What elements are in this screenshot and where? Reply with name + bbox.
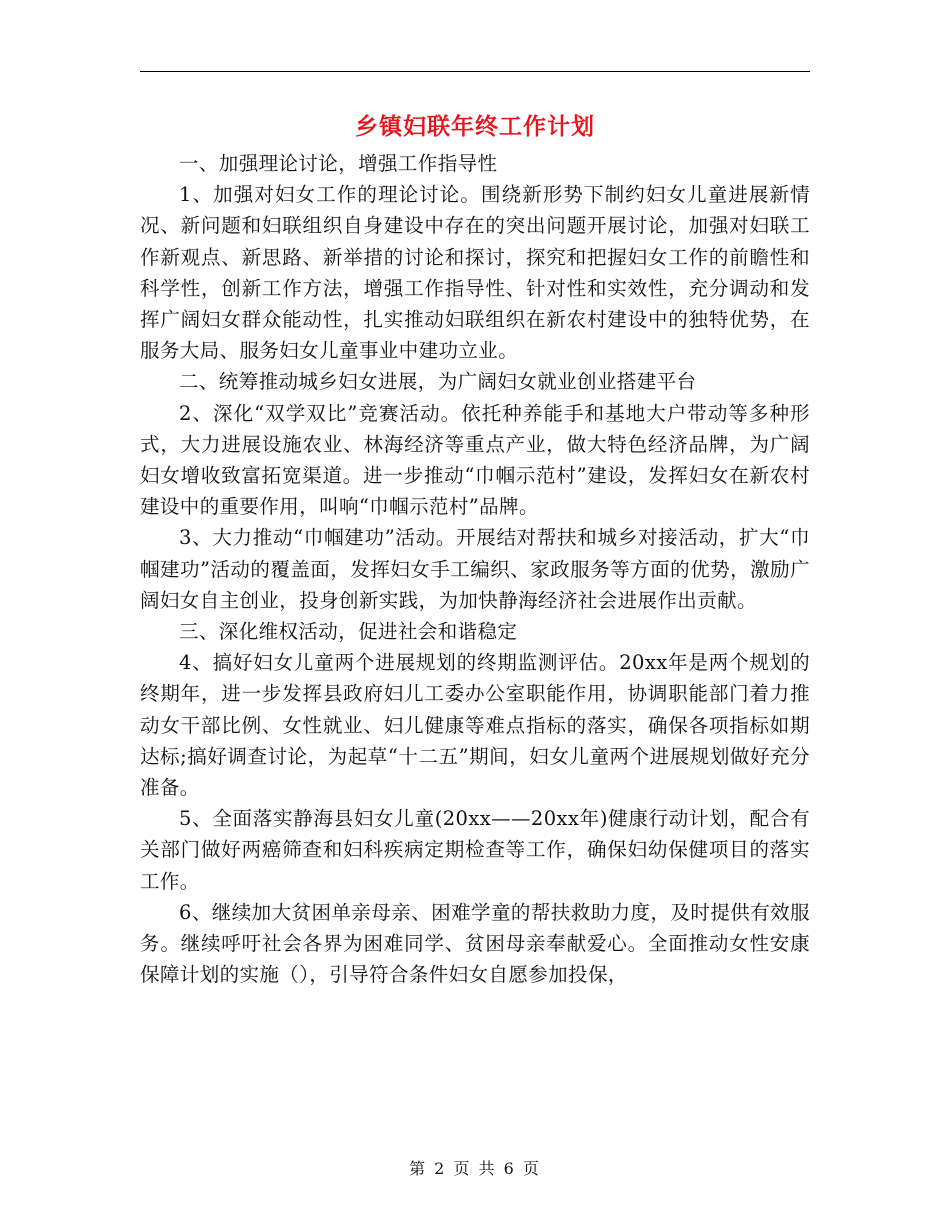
document-body xyxy=(140,148,810,990)
header-rule xyxy=(140,71,810,72)
paragraph-4: 4、搞好妇女儿童两个进展规划的终期监测评估。20xx年是两个规划的终期年，进一步发挥县政府妇儿工委办公室职能作用，协调职能部门着力推动女干部比例、女性就业、妇儿健康等难点指标的落实，确保各项指标如期达标;搞好调查讨论，为起草“十二五”期间，妇女儿童两个进展规划做好充分准备。 xyxy=(140,651,810,800)
section-heading-3: 三、深化维权活动，促进社会和谐稳定 xyxy=(179,620,518,644)
document-title: 乡镇妇联年终工作计划 xyxy=(355,114,595,140)
paragraph-1: 1、加强对妇女工作的理论讨论。围绕新形势下制约妇女儿童进展新情况、新问题和妇联组织自身建设中存在的突出问题开展讨论，加强对妇联工作新观点、新思路、新举措的讨论和探讨，探究和把握妇女工作的前瞻性和科学性，创新工作方法，增强工作指导性、针对性和实效性，充分调动和发挥广阔妇女群众能动性，扎实推动妇联组织在新农村建设中的独特优势，在服务大局、服务妇女儿童事业中建功立业。 xyxy=(140,183,810,363)
paragraph-6: 6、继续加大贫困单亲母亲、困难学童的帮扶救助力度，及时提供有效服务。继续呼吁社会各界为困难同学、贫困母亲奉献爱心。全面推动女性安康保障计划的实施（），引导符合条件妇女自愿参加投保， xyxy=(140,900,810,987)
paragraph-3: 3、大力推动“巾帼建功”活动。开展结对帮扶和城乡对接活动，扩大“巾帼建功”活动的覆盖面，发挥妇女手工编织、家政服务等方面的优势，激励广阔妇女自主创业，投身创新实践，为加快静海经济社会进展作出贡献。 xyxy=(140,526,810,612)
section-heading-1: 一、加强理论讨论，增强工作指导性 xyxy=(179,152,498,175)
section-heading-2: 二、统筹推动城乡妇女进展，为广阔妇女就业创业搭建平台 xyxy=(179,370,697,394)
page-number-footer: 第 2 页 共 6 页 xyxy=(409,1159,541,1178)
paragraph-2: 2、深化“双学双比”竞赛活动。依托种养能手和基地大户带动等多种形式，大力进展设施农业、林海经济等重点产业，做大特色经济品牌，为广阔妇女增收致富拓宽渠道。进一步推动“巾帼示范村”建设，发挥妇女在新农村建设中的重要作用，叫响“巾帼示范村”品牌。 xyxy=(140,401,810,519)
paragraph-5: 5、全面落实静海县妇女儿童(20xx——20xx年)健康行动计划，配合有关部门做好两癌筛查和妇科疾病定期检查等工作，确保妇幼保健项目的落实工作。 xyxy=(140,807,810,893)
